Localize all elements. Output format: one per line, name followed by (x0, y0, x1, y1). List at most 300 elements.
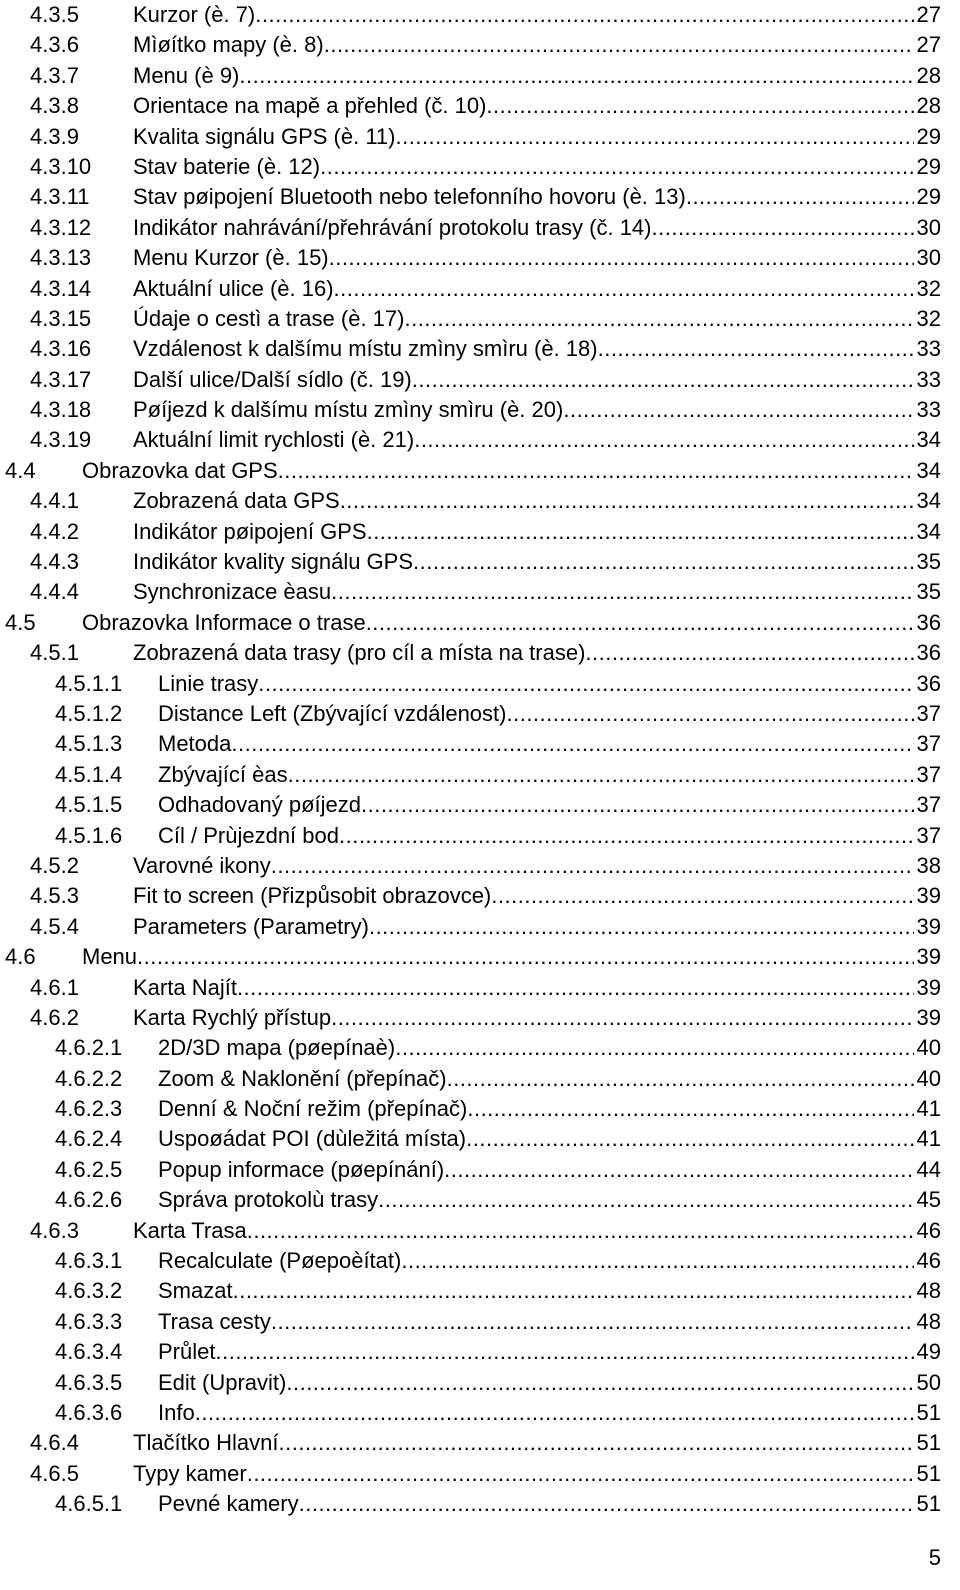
toc-entry[interactable] (0, 1094, 960, 1124)
toc-entry-number: 4.4.3 (30, 549, 79, 575)
toc-entry-title-leader (82, 608, 914, 638)
toc-entry-title-leader (158, 1276, 914, 1306)
toc-entry-title-leader (133, 243, 914, 273)
toc-entry-page[interactable]: 30 (916, 214, 941, 240)
toc-entry[interactable] (0, 456, 960, 486)
toc-entry-number: 4.5.1.4 (55, 761, 123, 787)
toc-entry-title[interactable]: Indikátor pøipojení GPS (133, 518, 367, 544)
toc-dot-leader (491, 881, 914, 911)
toc-entry-title[interactable]: Varovné ikony (133, 852, 271, 878)
toc-entry-page[interactable]: 34 (916, 518, 941, 544)
toc-entry-page[interactable]: 48 (916, 1278, 941, 1304)
toc-entry-title[interactable]: Uspoøádat POI (dùležitá místa) (158, 1126, 467, 1152)
toc-entry[interactable] (0, 1246, 960, 1276)
toc-entry-page[interactable]: 50 (916, 1369, 941, 1395)
toc-entry[interactable] (0, 61, 960, 91)
toc-entry-title-leader (158, 699, 914, 729)
toc-entry-page[interactable]: 27 (916, 2, 941, 27)
toc-entry[interactable] (0, 1398, 960, 1428)
toc-entry-title[interactable]: Menu (è 9) (133, 62, 240, 88)
toc-entry-title-leader (133, 61, 914, 91)
toc-entry-title-leader (158, 729, 914, 759)
toc-dot-leader (369, 912, 914, 942)
toc-entry-page[interactable]: 35 (916, 579, 941, 605)
toc-entry-number: 4.6.3.3 (55, 1308, 123, 1334)
toc-entry-page[interactable]: 40 (916, 1035, 941, 1061)
toc-entry[interactable] (0, 821, 960, 851)
toc-entry-title[interactable]: Indikátor nahrávání/přehrávání protokolu trasy (č. 14) (133, 214, 652, 240)
toc-entry-title[interactable]: Pøíjezd k dalšímu místu zmìny smìru (è. 20) (133, 397, 564, 423)
toc-entry-number: 4.5.1.3 (55, 731, 123, 757)
toc-entry[interactable] (0, 577, 960, 607)
toc-dot-leader (563, 395, 914, 425)
toc-entry-title[interactable]: Odhadovaný pøíjezd (158, 792, 362, 818)
toc-entry-page[interactable]: 37 (916, 761, 941, 787)
toc-entry-title-leader (133, 395, 914, 425)
toc-entry[interactable] (0, 942, 960, 972)
toc-entry-page[interactable]: 29 (916, 153, 941, 179)
toc-entry[interactable] (0, 851, 960, 881)
toc-entry-title-leader (133, 334, 914, 364)
toc-entry[interactable] (0, 669, 960, 699)
toc-entry[interactable] (0, 547, 960, 577)
toc-entry[interactable] (0, 1459, 960, 1489)
toc-entry-number: 4.3.8 (30, 93, 79, 119)
toc-entry-number: 4.6 (5, 944, 36, 970)
toc-entry-page[interactable]: 46 (916, 1217, 941, 1243)
toc-entry-title-leader (158, 1246, 914, 1276)
toc-entry-title-leader (133, 182, 914, 212)
toc-dot-leader (288, 760, 914, 790)
toc-entry-number: 4.6.3 (30, 1217, 79, 1243)
toc-entry[interactable] (0, 760, 960, 790)
toc-entry-page[interactable]: 37 (916, 822, 941, 848)
toc-entry-number: 4.4.4 (30, 579, 79, 605)
toc-entry-number: 4.3.17 (30, 366, 92, 392)
toc-entry-number: 4.6.3.2 (55, 1278, 123, 1304)
toc-entry-number: 4.5.1.5 (55, 792, 123, 818)
toc-dot-leader (334, 274, 914, 304)
toc-entry-number: 4.5.4 (30, 913, 79, 939)
toc-entry-title-leader (133, 1003, 914, 1033)
toc-entry-page[interactable]: 38 (916, 852, 941, 878)
toc-entry-page[interactable]: 37 (916, 731, 941, 757)
toc-entry-number: 4.6.5.1 (55, 1491, 123, 1517)
toc-dot-leader (331, 577, 914, 607)
toc-entry-number: 4.3.14 (30, 275, 92, 301)
toc-dot-leader (255, 0, 914, 30)
toc-entry[interactable] (0, 243, 960, 273)
toc-dot-leader (412, 365, 914, 395)
toc-entry-page[interactable]: 36 (916, 640, 941, 666)
toc-entry-number: 4.6.2.6 (55, 1187, 123, 1213)
toc-entry[interactable] (0, 973, 960, 1003)
toc-entry[interactable] (0, 1033, 960, 1063)
toc-entry[interactable] (0, 1124, 960, 1154)
toc-entry-title-leader (133, 1428, 914, 1458)
toc-dot-leader (279, 1428, 915, 1458)
toc-dot-leader (286, 1368, 914, 1398)
toc-dot-leader (320, 152, 914, 182)
toc-entry[interactable] (0, 1307, 960, 1337)
toc-entry[interactable] (0, 122, 960, 152)
toc-entry-title-leader (133, 547, 914, 577)
toc-entry-title[interactable]: Karta Najít (133, 974, 237, 1000)
toc-entry-page[interactable]: 39 (916, 883, 941, 909)
toc-entry[interactable] (0, 0, 960, 30)
toc-entry[interactable] (0, 1428, 960, 1458)
toc-entry-title[interactable]: Distance Left (Zbývající vzdálenost) (158, 700, 507, 726)
toc-entry[interactable] (0, 1489, 960, 1519)
toc-entry-title-leader (133, 30, 914, 60)
toc-entry-title-leader (158, 1185, 914, 1215)
toc-entry-page[interactable]: 30 (916, 245, 941, 271)
toc-dot-leader (367, 517, 914, 547)
toc-entry[interactable] (0, 881, 960, 911)
toc-entry[interactable] (0, 790, 960, 820)
toc-entry-number: 4.3.16 (30, 336, 92, 362)
toc-entry-title-leader (133, 638, 914, 668)
toc-entry-title[interactable]: Obrazovka dat GPS (82, 457, 278, 483)
toc-entry[interactable] (0, 517, 960, 547)
toc-entry[interactable] (0, 1368, 960, 1398)
toc-dot-leader (466, 1124, 914, 1154)
toc-entry-page[interactable]: 37 (916, 792, 941, 818)
toc-entry-title-leader (133, 851, 914, 881)
toc-entry-number: 4.3.5 (30, 2, 79, 27)
toc-entry[interactable] (0, 182, 960, 212)
toc-entry-title[interactable]: Mìøítko mapy (è. 8) (133, 32, 324, 58)
toc-entry[interactable] (0, 365, 960, 395)
toc-entry-title-leader (158, 760, 914, 790)
toc-entry-page[interactable]: 27 (916, 32, 941, 58)
toc-entry-number: 4.6.3.1 (55, 1248, 123, 1274)
toc-entry-number: 4.5.1.1 (55, 670, 123, 696)
toc-dot-leader (652, 213, 915, 243)
toc-entry-title-leader (133, 1216, 914, 1246)
toc-dot-leader (271, 851, 914, 881)
toc-dot-leader (215, 1337, 914, 1367)
toc-dot-leader (444, 1155, 914, 1185)
toc-entry[interactable] (0, 1064, 960, 1094)
toc-entry[interactable] (0, 334, 960, 364)
toc-entry-title[interactable]: Parameters (Parametry) (133, 913, 369, 939)
toc-entry-title-leader (133, 1459, 914, 1489)
toc-entry[interactable] (0, 213, 960, 243)
toc-entry-page[interactable]: 39 (916, 913, 941, 939)
toc-dot-leader (195, 1398, 914, 1428)
toc-dot-leader (299, 1489, 914, 1519)
toc-dot-leader (329, 243, 914, 273)
toc-entry-title-leader (133, 274, 914, 304)
toc-entry-page[interactable]: 36 (916, 670, 941, 696)
toc-entry[interactable] (0, 608, 960, 638)
toc-entry-number: 4.6.2.4 (55, 1126, 123, 1152)
toc-entry-title[interactable]: Kvalita signálu GPS (è. 11) (133, 123, 396, 149)
toc-entry-title[interactable]: Stav pøipojení Bluetooth nebo telefonního hovoru (è. 13) (133, 184, 686, 210)
toc-entry-title-leader (133, 152, 914, 182)
toc-dot-leader (396, 122, 915, 152)
toc-entry-number: 4.4.2 (30, 518, 79, 544)
toc-entry-title[interactable]: 2D/3D mapa (pøepínaè) (158, 1035, 396, 1061)
toc-entry-title[interactable]: Cíl / Prùjezdní bod (158, 822, 339, 848)
toc-entry-title-leader (158, 1398, 914, 1428)
toc-entry-page[interactable]: 33 (916, 366, 941, 392)
toc-entry-title[interactable]: Denní & Noční režim (přepínač) (158, 1096, 468, 1122)
toc-entry[interactable] (0, 1155, 960, 1185)
toc-entry-number: 4.6.2.2 (55, 1065, 123, 1091)
toc-dot-leader (233, 1276, 914, 1306)
toc-entry-title-leader (133, 122, 914, 152)
toc-entry-title[interactable]: Zoom & Naklonění (přepínač) (158, 1065, 447, 1091)
toc-entry-number: 4.4.1 (30, 488, 79, 514)
toc-entry-title[interactable]: Typy kamer (133, 1460, 247, 1486)
toc-entry-number: 4.3.9 (30, 123, 79, 149)
toc-entry-title-leader (133, 304, 914, 334)
toc-entry-page[interactable]: 41 (916, 1126, 941, 1152)
toc-entry[interactable] (0, 274, 960, 304)
toc-entry-number: 4.3.7 (30, 62, 79, 88)
toc-entry-title-leader (158, 1124, 914, 1154)
toc-entry-page[interactable]: 34 (916, 488, 941, 514)
toc-entry-title[interactable]: Edit (Upravit) (158, 1369, 287, 1395)
toc-entry-number: 4.6.5 (30, 1460, 79, 1486)
toc-dot-leader (585, 638, 914, 668)
toc-entry-title-leader (158, 1368, 914, 1398)
toc-entry-title-leader (133, 365, 914, 395)
toc-entry-title-leader (158, 1307, 914, 1337)
toc-entry-number: 4.3.11 (30, 184, 90, 210)
toc-entry-number: 4.3.6 (30, 32, 79, 58)
toc-entry-page[interactable]: 51 (916, 1399, 941, 1425)
toc-entry-title-leader (133, 577, 914, 607)
toc-entry[interactable] (0, 395, 960, 425)
toc-entry-title-leader (133, 973, 914, 1003)
toc-entry-title[interactable]: Karta Rychlý přístup (133, 1004, 332, 1030)
toc-entry-number: 4.6.3.5 (55, 1369, 123, 1395)
toc-entry[interactable] (0, 1185, 960, 1215)
toc-entry-page[interactable]: 41 (916, 1096, 941, 1122)
toc-entry-number: 4.5.2 (30, 852, 79, 878)
toc-entry[interactable] (0, 699, 960, 729)
toc-entry-title-leader (158, 1064, 914, 1094)
toc-entry-title-leader (133, 425, 914, 455)
toc-entry-title[interactable]: Metoda (158, 731, 232, 757)
toc-entry-title[interactable]: Tlačítko Hlavní (133, 1430, 279, 1456)
toc-dot-leader (686, 182, 914, 212)
toc-entry-number: 4.6.2.3 (55, 1096, 123, 1122)
toc-dot-leader (378, 1185, 914, 1215)
toc-entry-title[interactable]: Popup informace (pøepínání) (158, 1156, 445, 1182)
page-number: 5 (928, 1545, 941, 1570)
toc-entry[interactable] (0, 729, 960, 759)
toc-entry[interactable] (0, 1003, 960, 1033)
toc-entry-page[interactable]: 32 (916, 305, 941, 331)
toc-dot-leader (239, 61, 914, 91)
toc-entry-title-leader (133, 912, 914, 942)
toc-entry[interactable] (0, 152, 960, 182)
toc-entry[interactable] (0, 425, 960, 455)
toc-dot-leader (447, 1064, 914, 1094)
toc-entry-page[interactable]: 39 (916, 1004, 941, 1030)
toc-entry-title[interactable]: Fit to screen (Přizpůsobit obrazovce) (133, 883, 492, 909)
toc-dot-leader (414, 425, 914, 455)
toc-entry-title[interactable]: Smazat (158, 1278, 233, 1304)
toc-entry-title-leader (158, 669, 914, 699)
toc-entry-number: 4.5.3 (30, 883, 79, 909)
toc-entry-title[interactable]: Správa protokolù trasy (158, 1187, 379, 1213)
toc-dot-leader (598, 334, 914, 364)
toc-entry-title[interactable]: Obrazovka Informace o trase (82, 609, 366, 635)
toc-entry-number: 4.3.13 (30, 245, 92, 271)
toc-dot-leader (413, 547, 914, 577)
toc-entry-number: 4.3.12 (30, 214, 92, 240)
toc-dot-leader (271, 1307, 914, 1337)
toc-entry-title-leader (133, 91, 914, 121)
toc-entry-title-leader (158, 1489, 914, 1519)
toc-entry[interactable] (0, 486, 960, 516)
toc-entry-page[interactable]: 39 (916, 944, 941, 970)
toc-entry-title[interactable]: Další ulice/Další sídlo (č. 19) (133, 366, 412, 392)
toc-entry-title[interactable]: Orientace na mapě a přehled (č. 10) (133, 93, 487, 119)
toc-dot-leader (137, 942, 914, 972)
toc-dot-leader (340, 486, 914, 516)
toc-entry-number: 4.5.1.2 (55, 700, 123, 726)
toc-entry-title[interactable]: Trasa cesty (158, 1308, 271, 1334)
toc-entry-title[interactable]: Synchronizace èasu (133, 579, 332, 605)
toc-entry-title-leader (158, 1337, 914, 1367)
toc-entry-page[interactable]: 51 (916, 1430, 941, 1456)
toc-entry-title[interactable]: Menu (82, 944, 138, 970)
toc-dot-leader (361, 790, 914, 820)
toc-entry-page[interactable]: 34 (916, 457, 941, 483)
toc-dot-leader (339, 821, 914, 851)
toc-entry-page[interactable]: 34 (916, 427, 941, 453)
toc-entry-page[interactable]: 40 (916, 1065, 941, 1091)
toc-entry[interactable] (0, 30, 960, 60)
toc-entry-title-leader (158, 790, 914, 820)
toc-entry[interactable] (0, 304, 960, 334)
toc-entry-title-leader (82, 942, 914, 972)
toc-entry-page[interactable]: 33 (916, 336, 941, 362)
toc-entry-title-leader (158, 821, 914, 851)
toc-dot-leader (231, 729, 914, 759)
toc-entry[interactable] (0, 638, 960, 668)
toc-entry-page[interactable]: 28 (916, 93, 941, 119)
toc-dot-leader (404, 304, 914, 334)
toc-dot-leader (247, 1459, 914, 1489)
toc-entry-number: 4.6.2.1 (55, 1035, 123, 1061)
toc-entry-number: 4.3.15 (30, 305, 92, 331)
toc-entry-title[interactable]: Stav baterie (è. 12) (133, 153, 321, 179)
toc-entry-page[interactable]: 39 (916, 974, 941, 1000)
toc-entry-title-leader (158, 1155, 914, 1185)
toc-entry-number: 4.6.4 (30, 1430, 79, 1456)
toc-entry-page[interactable]: 46 (916, 1248, 941, 1274)
toc-entry-title[interactable]: Menu Kurzor (è. 15) (133, 245, 329, 271)
toc-entry-title[interactable]: Údaje o cestì a trase (è. 17) (133, 305, 405, 331)
toc-entry-title[interactable]: Aktuální limit rychlosti (è. 21) (133, 427, 415, 453)
toc-dot-leader (258, 669, 914, 699)
toc-entry-title[interactable]: Indikátor kvality signálu GPS (133, 549, 414, 575)
toc-entry-page[interactable]: 29 (916, 184, 941, 210)
toc-dot-leader (366, 608, 914, 638)
toc-dot-leader (401, 1246, 914, 1276)
toc-entry-number: 4.6.2.5 (55, 1156, 123, 1182)
toc-dot-leader (247, 1216, 914, 1246)
toc-entry-number: 4.5 (5, 609, 36, 635)
toc-entry-number: 4.3.18 (30, 397, 92, 423)
toc-entry-title-leader (158, 1094, 914, 1124)
toc-entry[interactable] (0, 1276, 960, 1306)
toc-entry-page[interactable]: 49 (916, 1339, 941, 1365)
toc-entry-page[interactable]: 32 (916, 275, 941, 301)
toc-entry-title[interactable]: Karta Trasa (133, 1217, 247, 1243)
toc-entry-page[interactable]: 29 (916, 123, 941, 149)
toc-entry-number: 4.3.10 (30, 153, 92, 179)
toc-entry-title[interactable]: Recalculate (Pøepoèítat) (158, 1248, 402, 1274)
toc-dot-leader (506, 699, 914, 729)
toc-entry[interactable] (0, 912, 960, 942)
toc-entry-number: 4.5.1 (30, 640, 79, 666)
toc-dot-leader (395, 1033, 914, 1063)
toc-entry-number: 4.6.3.4 (55, 1339, 123, 1365)
toc-entry-title[interactable]: Linie trasy (158, 670, 259, 696)
toc-dot-leader (278, 456, 914, 486)
toc-entry-page[interactable]: 51 (916, 1460, 941, 1486)
toc-entry-number: 4.6.3.6 (55, 1399, 123, 1425)
toc-entry-page[interactable]: 45 (916, 1187, 941, 1213)
toc-entry-number: 4.6.2 (30, 1004, 79, 1030)
toc-entry-title[interactable]: Info (158, 1399, 195, 1425)
toc-entry-page[interactable]: 44 (916, 1156, 941, 1182)
toc-entry-number: 4.5.1.6 (55, 822, 123, 848)
toc-entry-title[interactable]: Zobrazená data trasy (pro cíl a místa na trase) (133, 640, 586, 666)
toc-entry-page[interactable]: 48 (916, 1308, 941, 1334)
toc-entry-title[interactable]: Kurzor (è. 7) (133, 2, 256, 27)
toc-entry-title-leader (133, 517, 914, 547)
toc-dot-leader (486, 91, 914, 121)
toc-entry-page[interactable]: 37 (916, 700, 941, 726)
toc-entry-page[interactable]: 28 (916, 62, 941, 88)
toc-entry[interactable] (0, 91, 960, 121)
toc-entry-number: 4.3.19 (30, 427, 92, 453)
toc-entry-title-leader (133, 0, 914, 30)
toc-dot-leader (467, 1094, 914, 1124)
toc-entry-title-leader (133, 213, 914, 243)
toc-entry-title-leader (158, 1033, 914, 1063)
toc-entry-title[interactable]: Vzdálenost k dalšímu místu zmìny smìru (è. 18) (133, 336, 598, 362)
toc-entry-title-leader (82, 456, 914, 486)
toc-dot-leader (237, 973, 914, 1003)
toc-entry-title[interactable]: Zbývající èas (158, 761, 288, 787)
toc-entry-title-leader (133, 486, 914, 516)
toc-entry-title[interactable]: Zobrazená data GPS (133, 488, 340, 514)
toc-entry-page[interactable]: 51 (916, 1491, 941, 1517)
toc-entry-number: 4.6.1 (30, 974, 79, 1000)
toc-entry-title[interactable]: Pevné kamery (158, 1491, 299, 1517)
toc-entry-page[interactable]: 35 (916, 549, 941, 575)
toc-entry-title[interactable]: Aktuální ulice (è. 16) (133, 275, 334, 301)
toc-entry[interactable] (0, 1216, 960, 1246)
toc-dot-leader (324, 30, 914, 60)
toc-dot-leader (331, 1003, 914, 1033)
toc-entry-title[interactable]: Průlet (158, 1339, 216, 1365)
toc-entry-page[interactable]: 36 (916, 609, 941, 635)
toc-entry-page[interactable]: 33 (916, 397, 941, 423)
toc-entry-title-leader (133, 881, 914, 911)
toc-entry[interactable] (0, 1337, 960, 1367)
